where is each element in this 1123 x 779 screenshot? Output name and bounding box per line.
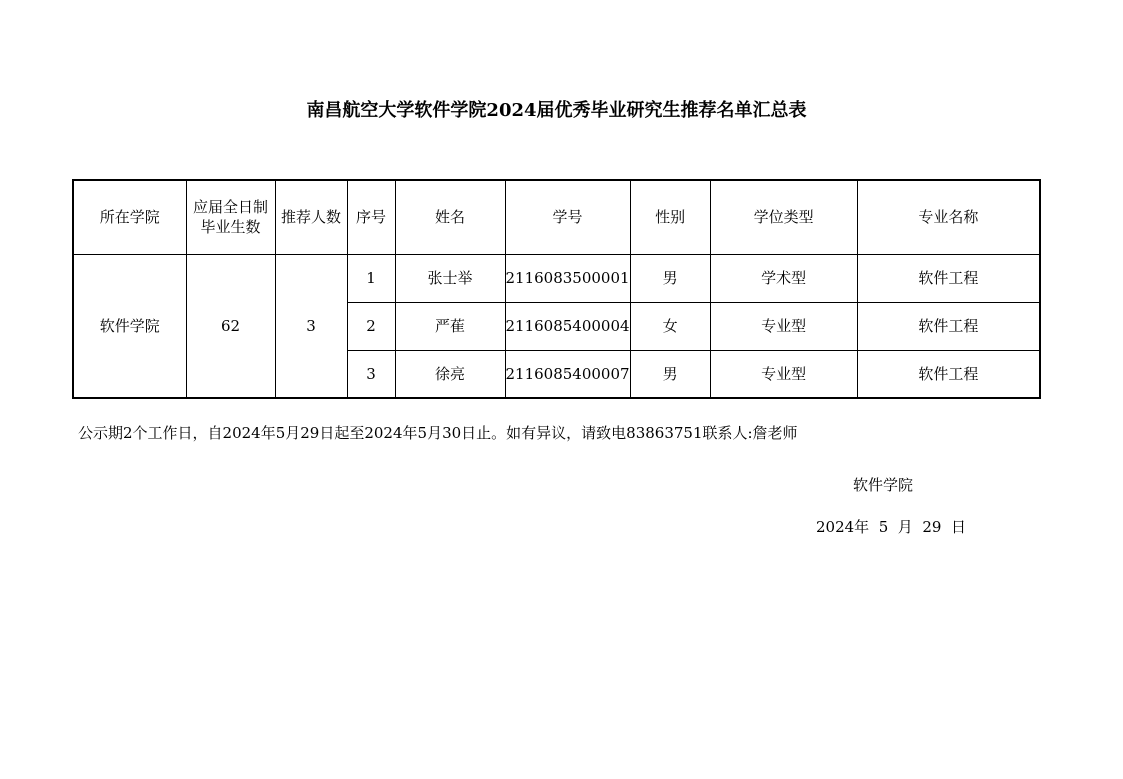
header-graduates-line2: 毕业生数 <box>200 218 261 237</box>
cell-gender: 男 <box>630 254 710 302</box>
cell-gender: 男 <box>630 350 710 398</box>
header-college: 所在学院 <box>73 180 186 254</box>
cell-degree-type: 专业型 <box>710 302 857 350</box>
signature-date: 2024年 5 月 29 日 <box>816 518 966 536</box>
cell-graduates: 62 <box>186 254 275 398</box>
recommendation-table <box>72 179 1041 399</box>
signature-org: 软件学院 <box>853 476 914 494</box>
header-graduates <box>186 180 275 254</box>
header-student-id: 学号 <box>505 180 630 254</box>
header-major: 专业名称 <box>857 180 1040 254</box>
cell-major: 软件工程 <box>857 302 1040 350</box>
cell-degree-type: 学术型 <box>710 254 857 302</box>
cell-degree-type: 专业型 <box>710 350 857 398</box>
table-header-row <box>73 180 1040 254</box>
cell-name: 徐亮 <box>395 350 505 398</box>
header-name: 姓名 <box>395 180 505 254</box>
cell-student-id: 2116085400004 <box>505 302 630 350</box>
cell-major: 软件工程 <box>857 350 1040 398</box>
publicity-notice: 公示期2个工作日，自2024年5月29日起至2024年5月30日止。如有异议，请致电83863751联系人:詹老师 <box>78 424 798 442</box>
header-degree-type: 学位类型 <box>710 180 857 254</box>
cell-seq: 1 <box>347 254 395 302</box>
cell-seq: 2 <box>347 302 395 350</box>
cell-seq: 3 <box>347 350 395 398</box>
cell-gender: 女 <box>630 302 710 350</box>
document-title: 南昌航空大学软件学院2024届优秀毕业研究生推荐名单汇总表 <box>306 100 807 121</box>
cell-college: 软件学院 <box>73 254 186 398</box>
cell-name: 张士举 <box>395 254 505 302</box>
cell-student-id: 2116083500001 <box>505 254 630 302</box>
cell-recommended: 3 <box>275 254 347 398</box>
cell-student-id: 2116085400007 <box>505 350 630 398</box>
header-graduates-line1: 应届全日制 <box>192 198 268 217</box>
header-recommended-count: 推荐人数 <box>275 180 347 254</box>
header-gender: 性别 <box>630 180 710 254</box>
cell-name: 严萑 <box>395 302 505 350</box>
table-row <box>73 254 1040 302</box>
cell-major: 软件工程 <box>857 254 1040 302</box>
header-seq: 序号 <box>347 180 395 254</box>
